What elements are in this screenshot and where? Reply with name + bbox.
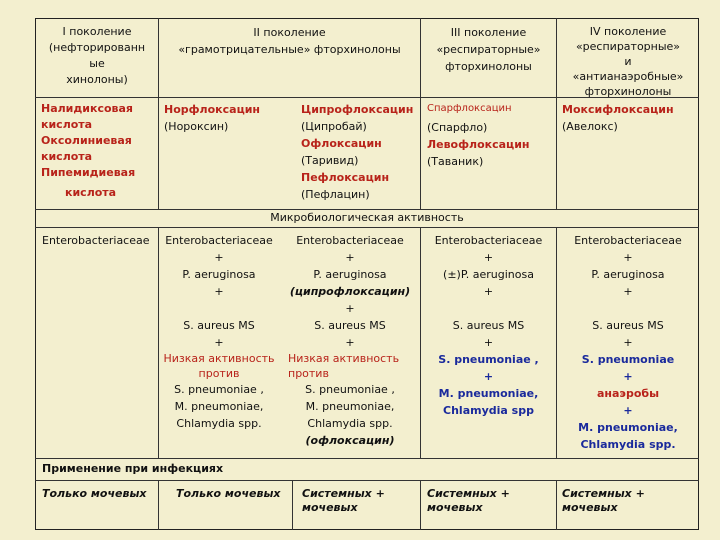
application-title-top [35,458,699,459]
activity-gen1: Enterobacteriaceae [42,234,150,247]
activity-title-bottom [35,227,699,228]
application-title-bottom [35,480,699,481]
drugs-gen4: Моксифлоксацин (Авелокс) [562,103,674,133]
application-gen2b: Системных + мочевых [302,487,385,514]
application-gen1: Только мочевых [42,487,147,500]
drugs-gen2b: Ципрофлоксацин (Ципробай) Офлоксацин (Таривид) Пефлоксацин (Пефлацин) [301,103,414,201]
activity-title-top [35,209,699,210]
header-gen1: I поколение (нефторированн ые хинолоны) [48,25,146,86]
header-gen3: III поколение «респираторные» фторхинолоны [436,26,541,73]
col-divider-3c [420,480,421,530]
drugs-gen2a: Норфлоксацин (Нороксин) [164,103,261,133]
activity-gen2a: Enterobacteriaceae + P. aeruginosa + S. aureus MS + Низкая активность против S. pneumoniae , M. pneumoniae, Chlamydia spp. [163,234,275,430]
activity-gen3: Enterobacteriaceae + (±)P. aeruginosa + S. aureus MS + S. pneumoniae , + M. pneumoniae, Chlamydia spp [434,234,543,417]
col-divider-2c [292,480,293,530]
application-gen4: Системных + мочевых [562,487,645,514]
application-gen3: Системных + мочевых [427,487,510,514]
activity-gen2b: Enterobacteriaceae + P. aeruginosa (ципрофлоксацин) + S. aureus MS + Низкая активность против S. pneumoniae , M. pneumoniae, Chlamydia spp. (офлоксацин) [288,234,411,447]
drugs-gen3: Спарфлоксацин (Спарфло) Левофлоксацин (Таваник) [427,103,530,168]
header-gen4: IV поколение «респираторные» и «антианаэробные» фторхинолоны [572,25,684,98]
header-gen2: II поколение «грамотрицательные» фторхинолоны [178,26,401,56]
col-divider-1c [158,480,159,530]
activity-title: Микробиологическая активность [270,211,464,224]
activity-gen4: Enterobacteriaceae + P. aeruginosa + S. aureus MS + S. pneumoniae + анаэробы + M. pneumoniae, Chlamydia spp. [574,234,682,451]
application-gen2a: Только мочевых [176,487,281,500]
application-title: Применение при инфекциях [42,462,224,475]
drugs-gen1: Налидиксовая кислота Оксолиниевая кислота Пипемидиевая кислота [41,102,136,199]
col-divider-4c [556,480,557,530]
